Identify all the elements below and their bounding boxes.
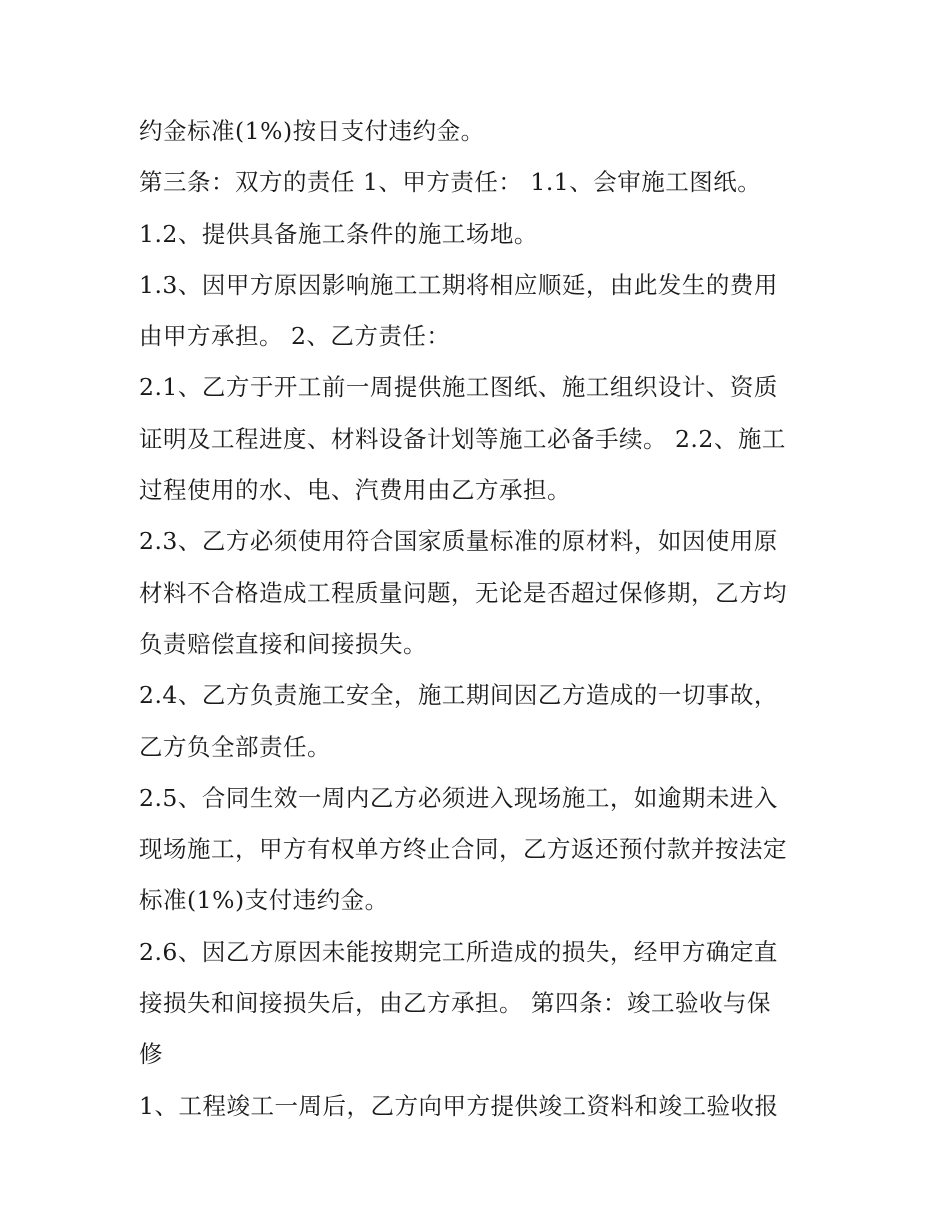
text-line: 1.3、因甲方原因影响施工工期将相应顺延，由此发生的费用 [139,270,778,299]
text-line: 乙方负全部责任。 [139,732,331,761]
text-line: 负责赔偿直接和间接损失。 [139,629,427,658]
text-line: 1、工程竣工一周后，乙方向甲方提供竣工资料和竣工验收报 [139,1091,779,1120]
text-line: 接损失和间接损失后，由乙方承担。 第四条：竣工验收与保 [139,989,771,1018]
text-line: 过程使用的水、电、汽费用由乙方承担。 [139,476,571,505]
text-line: 材料不合格造成工程质量问题，无论是否超过保修期，乙方均 [139,578,787,607]
text-line: 修 [139,1040,163,1069]
text-line: 1.2、提供具备施工条件的施工场地。 [139,219,538,248]
text-line: 2.3、乙方必须使用符合国家质量标准的原材料，如因使用原 [139,527,778,556]
text-line: 由甲方承担。 2、乙方责任： [139,322,451,351]
text-line: 约金标准(1%)按日支付违约金。 [139,117,485,145]
text-line: 标准(1%)支付违约金。 [139,886,389,915]
text-line: 证明及工程进度、材料设备计划等施工必备手续。 2.2、施工 [139,424,786,453]
text-line: 2.6、因乙方原因未能按期完工所造成的损失，经甲方确定直 [139,937,778,966]
text-line: 2.5、合同生效一周内乙方必须进入现场施工，如逾期未进入 [139,783,778,812]
text-line: 第三条：双方的责任 1、甲方责任： 1.1、会审施工图纸。 [139,168,762,197]
text-line: 2.1、乙方于开工前一周提供施工图纸、施工组织设计、资质 [139,373,778,402]
text-line: 2.4、乙方负责施工安全，施工期间因乙方造成的一切事故， [139,681,778,710]
text-line: 现场施工，甲方有权单方终止合同，乙方返还预付款并按法定 [139,835,787,864]
document-body [139,106,839,1132]
